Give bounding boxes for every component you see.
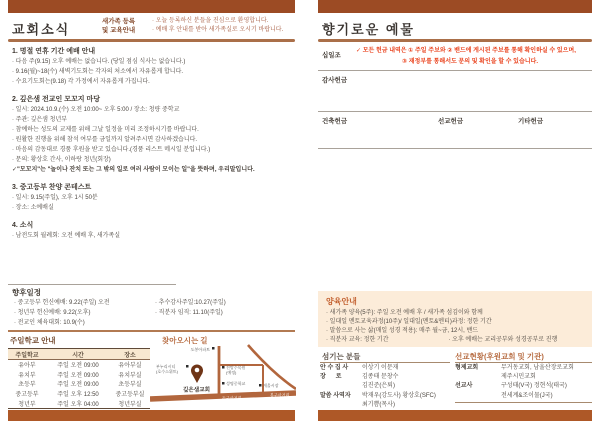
- cell: 초등부: [18, 382, 36, 389]
- offering-notice-line1: ✓ 모든 헌금 내역은 ① 주일 주보와 ② 밴드에 게시된 주보를 통해 확인하실 수 있으며,: [356, 48, 576, 54]
- building-offering-label: 건축헌금: [322, 118, 348, 125]
- section-retreat: [12, 95, 295, 175]
- sunday-school-table: [8, 348, 150, 409]
- upcoming-col1: [14, 298, 110, 328]
- map-label-apartment: 도봉아파트: [190, 347, 210, 352]
- serving-heading: 섬기는 분들: [322, 352, 361, 361]
- mission-names: 구성태(V국) 정현석(태국): [501, 383, 567, 390]
- map-marker: [222, 366, 225, 369]
- upcoming-item: · 전교인 체육대회: 10.9(수): [14, 320, 85, 326]
- map-label-road2: 봉구사거리: [270, 392, 290, 398]
- cell: 청년부실: [118, 401, 142, 408]
- serving-names: 김진준(은퇴): [362, 383, 395, 390]
- offering-rule-2: [318, 111, 592, 112]
- map-marker: [222, 382, 225, 385]
- right-bottom-bar: [318, 410, 592, 421]
- left-bottom-bar: [8, 410, 295, 421]
- serving-names: 박재우(강도사) 황상호(SFC): [362, 392, 436, 399]
- section-item: · 일시: 2024.10.9.(수) 오전 10:00~ 오후 5:00 / 장소: 청량 중학교: [12, 107, 180, 113]
- section-item: · 수요기도회는(9.18) 각 가정에서 자유롭게 가집니다.: [12, 79, 150, 85]
- upcoming-item: · 중고등부 헌신예배: 9.22(주일) 오전: [14, 300, 110, 306]
- cell: 주일 오전 09:00: [57, 363, 99, 370]
- mission-row: [455, 364, 592, 373]
- tithe-label: 십일조: [322, 52, 341, 59]
- serving-role: 말씀 사역자: [320, 392, 351, 399]
- section-heading: 3. 중고등부 찬양 콘테스트: [12, 184, 92, 191]
- cell: 주일 오전 09:00: [57, 382, 99, 389]
- mission-names: 제주시민교회: [501, 374, 536, 381]
- nurture-item: · 말씀으로 사는 삶(매일 성경 적용): 매주 월~금, 12시, 밴드: [326, 328, 479, 334]
- table-row: [8, 398, 150, 408]
- upcoming-item: · 직분자 임직: 11.10(주일): [155, 310, 223, 316]
- section-news: [12, 221, 295, 241]
- upcoming-item: · 청년부 헌신예배: 9.22(오후): [14, 310, 91, 316]
- map-label-road1: 동구사거리: [222, 395, 242, 401]
- section-heading: 2. 깊은샘 전교인 모꼬지 마당: [12, 96, 100, 103]
- section-item: · 다음 주(9.15) 오후 예배는 없습니다. (당일 점심 식사는 없습니다.): [12, 59, 186, 65]
- upcoming-col2: [155, 298, 226, 318]
- location-pin-icon: [191, 365, 203, 384]
- serving-role: 장 로: [320, 374, 342, 381]
- mission-names: 무거동교회, 남울산장로교회: [501, 365, 574, 371]
- serving-row: [320, 382, 450, 391]
- thanks-offering-label: 감사헌금: [322, 77, 348, 84]
- map-label-park1: 전망수목원: [226, 365, 246, 370]
- table-row: [8, 370, 150, 380]
- mission-status-heading: 선교현황(후원교회 및 기관): [455, 352, 544, 361]
- right-title-rule: [318, 39, 592, 42]
- newcomer-label: [102, 17, 135, 35]
- nurture-heading: 양육안내: [326, 297, 357, 306]
- mission-offering-label: 선교헌금: [438, 118, 464, 125]
- section-item: · 남전도회 월례회: 오전 예배 후, 새가족실: [12, 233, 121, 239]
- mission-role: [455, 373, 501, 382]
- column-header: 주일학교: [8, 349, 46, 360]
- mission-status-table: [455, 362, 592, 403]
- nurture-item: · 직분자 교육: 정한 기간: [326, 337, 389, 343]
- cell: 유아부: [18, 363, 36, 370]
- nurture-item: · 일대일 멘토교육과정(10주)/ 일대일(멘토&멘티)과정: 정한 기간: [326, 319, 492, 325]
- map-label-city1: 부누리시티: [156, 364, 176, 369]
- sunday-school-heading: 주일학교 안내: [10, 336, 56, 345]
- map-church-label: 깊은샘교회: [183, 387, 211, 394]
- serving-row: [320, 401, 450, 410]
- mission-row: [455, 392, 592, 401]
- cell: 유치부: [18, 372, 36, 379]
- serving-role: [320, 382, 362, 391]
- mission-names: 전세계&조이물(J국): [501, 392, 553, 399]
- offering-rule-1: [318, 70, 592, 71]
- directions-map: [150, 343, 296, 409]
- section-heading: 1. 명절 연휴 기간 예배 안내: [12, 48, 96, 55]
- mission-row: [455, 382, 592, 391]
- newcomer-bullets: [152, 17, 283, 35]
- nurture-item: · 새가족 양육(5주): 주일 오전 예배 후 / 새가족 섬김이와 함께: [326, 310, 483, 316]
- serving-row: [320, 373, 450, 382]
- right-top-bar: [318, 0, 592, 13]
- newcomer-bullet: · 오늘 등록하신 분들을 진심으로 환영합니다.: [152, 18, 269, 24]
- cell: 중고등부: [15, 392, 39, 399]
- section-heading: 4. 소식: [12, 222, 34, 229]
- map-marker: [212, 347, 215, 350]
- mission-row: [455, 373, 592, 382]
- left-top-bar: [8, 0, 295, 13]
- left-page-title: 교회소식: [12, 22, 71, 37]
- mission-role: 형제교회: [455, 365, 479, 371]
- serving-role: 안 수 집 사: [320, 365, 349, 371]
- section-item: · 9.16(월)~18(수) 새벽기도회는 각자의 처소에서 자유롭게 합니다.: [12, 69, 184, 75]
- mission-role: [455, 392, 501, 401]
- newcomer-label-line2: 및 교육안내: [102, 27, 136, 34]
- directions-heading: 찾아오시는 길: [162, 336, 208, 345]
- column-header: 장소: [110, 349, 150, 360]
- nurture-item-extra: · 오후 예배는 교리공부와 성경공부로 진행: [448, 337, 558, 343]
- map-label-school: 성명중학교: [226, 381, 246, 386]
- cell: 중고등부실: [115, 392, 145, 399]
- cell: 유치부실: [118, 372, 142, 379]
- mission-role: 선교사: [455, 383, 473, 390]
- map-marker: [186, 365, 189, 368]
- table-row: [8, 389, 150, 399]
- section-divider-rule: [8, 330, 295, 332]
- nurture-item-row: [326, 336, 592, 345]
- announcements: [12, 47, 295, 241]
- section-item: · 참예하는 성도의 교제를 위해 그날 일정을 미리 조정하시기를 바랍니다.: [12, 127, 199, 133]
- right-page-title: 향기로운 예물: [322, 22, 415, 37]
- map-label-park2: (예정): [226, 370, 237, 375]
- upcoming-rule: [8, 284, 176, 285]
- section-praise-contest: [12, 183, 295, 213]
- upcoming-item: · 추수감사주일:10.27(주일): [155, 300, 226, 306]
- cell: 주일 오전 09:00: [57, 372, 99, 379]
- section-item: · 마음의 감동대로 경품 후원을 받고 있습니다.(경품 리스트 메시일 분입니다.): [12, 147, 211, 153]
- serving-row: [320, 392, 450, 401]
- section-note: ✓"모꼬지"는 "놀이나 잔치 또는 그 밖의 일로 여러 사람이 모이는 일"을 뜻하며, 우리말입니다.: [12, 167, 255, 173]
- section-item: · 주관: 깊은샘 청년부: [12, 117, 68, 123]
- section-item: · 원활한 진행을 위해 참석 여부를 금일까지 알려주시면 감사하겠습니다.: [12, 137, 198, 143]
- newcomer-label-line1: 새가족 등록: [102, 18, 136, 25]
- serving-names: 이상기 이문재: [362, 365, 399, 371]
- left-title-rule: [8, 39, 295, 42]
- cell: 초등부실: [118, 382, 142, 389]
- section-holiday-services: [12, 47, 295, 87]
- offering-rule-3: [318, 148, 592, 149]
- offering-notice: [356, 46, 592, 68]
- table-row: [8, 379, 150, 389]
- table-row: [8, 360, 150, 370]
- section-item: · 장소: 소예배실: [12, 205, 54, 211]
- upcoming-heading: 향후일정: [12, 288, 41, 297]
- cell: 주일 오후 04:00: [57, 401, 99, 408]
- offering-notice-line2: ③ 재정부를 통해서도 문의 및 확인을 할 수 있습니다.: [402, 59, 539, 65]
- table-header-row: [8, 349, 150, 360]
- cell: 주일 오후 12:50: [57, 392, 99, 399]
- column-header: 시간: [46, 349, 110, 360]
- map-label-market: 개울시장: [263, 383, 279, 388]
- cell: 유아부실: [118, 363, 142, 370]
- map-marker: [259, 384, 262, 387]
- nurture-box: [318, 291, 592, 347]
- serving-row: [320, 364, 450, 373]
- etc-offering-label: 기타헌금: [518, 118, 544, 125]
- section-item: · 문의: 황상호 간사, 이하랑 청년(회장): [12, 157, 111, 163]
- newcomer-bullet: · 예배 후 안내를 받아 새가족실로 오시기 바랍니다.: [152, 27, 284, 33]
- section-item: · 일시: 9.15(주일), 오후 1시 50분: [12, 195, 98, 201]
- serving-table: [320, 362, 450, 412]
- serving-names: 김종태 문창수: [362, 374, 399, 381]
- map-label-city2: (호수스위트): [156, 369, 178, 374]
- cell: 청년부: [18, 401, 36, 408]
- nurture-items: [326, 309, 592, 345]
- serving-role: [320, 401, 362, 410]
- serving-names: 최기쁨(목사): [362, 401, 395, 408]
